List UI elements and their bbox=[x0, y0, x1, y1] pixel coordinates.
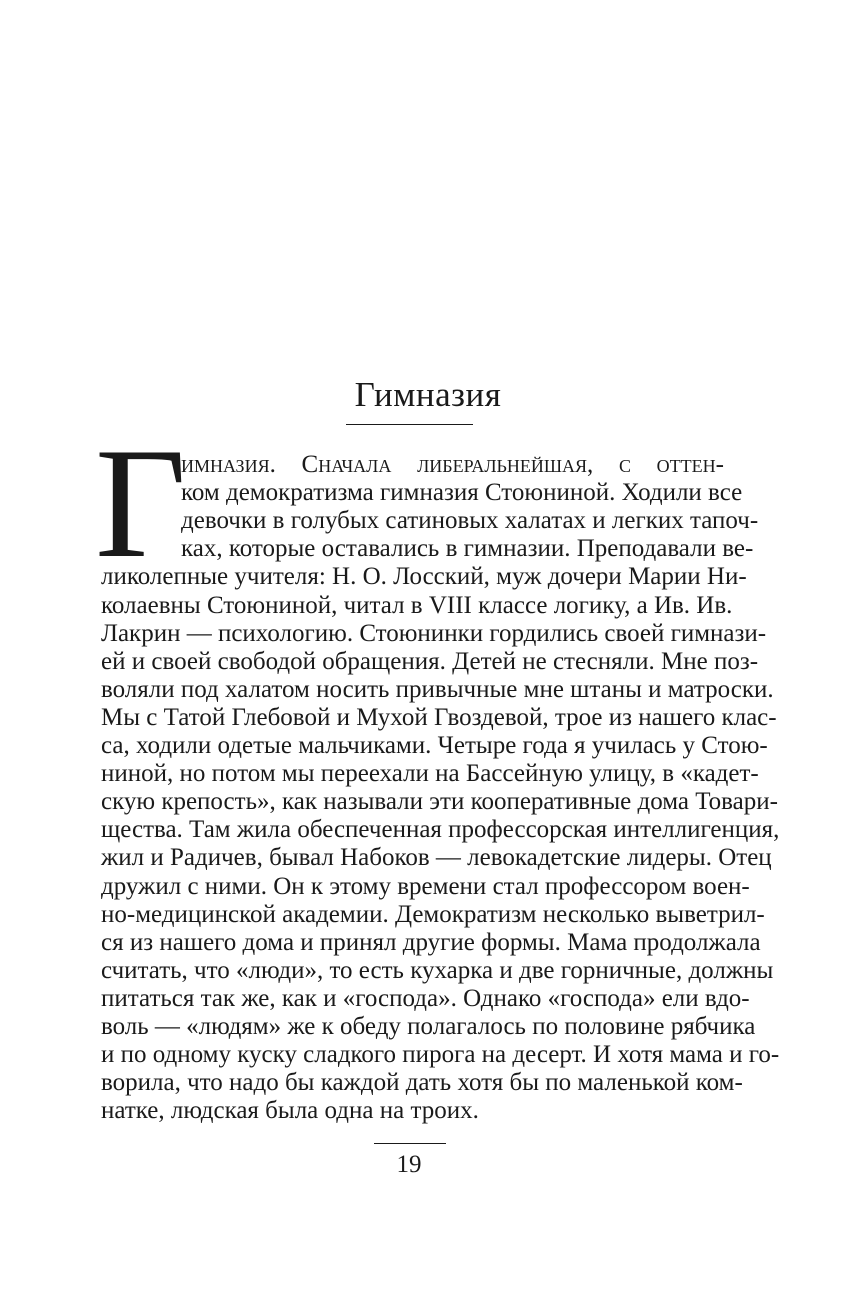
text-line-17: но-медицинской академии. Демократизм несколько выветрил- bbox=[101, 900, 765, 928]
text-line-21: воль — «людям» же к обеду полагалось по половине рябчика bbox=[101, 1013, 756, 1040]
text-line-12: ниной, но потом мы переехали на Бассейную улицу, в «кадет- bbox=[101, 760, 759, 788]
text-line-3: девочки в голубых сатиновых халатах и легких тапоч- bbox=[181, 507, 759, 535]
text-line-5: ликолепные учителя: Н. О. Лосский, муж дочери Марии Ни- bbox=[101, 563, 747, 591]
text-line-8: ей и своей свободой обращения. Детей не стесняли. Мне поз- bbox=[101, 647, 759, 675]
text-line-11: са, ходили одетые мальчиками. Четыре года я училась у Стою- bbox=[101, 732, 768, 759]
text-line-18: ся из нашего дома и принял другие формы. Мама продолжала bbox=[101, 928, 761, 956]
text-line-2: ком демократизма гимназия Стоюниной. Ходили все bbox=[181, 479, 743, 507]
text-line-23: ворила, что надо бы каждой дать хотя бы по маленькой ком- bbox=[101, 1069, 743, 1097]
text-line-19: считать, что «люди», то есть кухарка и две горничные, должны bbox=[101, 956, 774, 984]
drop-cap: Г bbox=[95, 416, 187, 591]
text-line-22: и по одному куску сладкого пирога на десерт. И хотя мама и го- bbox=[101, 1041, 780, 1069]
text-line-1: имназия. Сначала либеральнейшая, с оттен- bbox=[181, 451, 724, 478]
text-line-13: скую крепость», как называли эти кооперативные дома Товари- bbox=[101, 788, 778, 816]
text-line-15: жил и Радичев, бывал Набоков — левокадетские лидеры. Отец bbox=[101, 844, 772, 872]
chapter-title: Гимназия bbox=[354, 375, 502, 414]
text-line-6: колаевны Стоюниной, читал в VIII классе логику, а Ив. Ив. bbox=[101, 591, 733, 619]
page-number-rule bbox=[374, 1143, 446, 1144]
text-line-20: питаться так же, как и «господа». Однако «господа» ели вдо- bbox=[101, 984, 750, 1012]
text-line-9: воляли под халатом носить привычные мне штаны и матроски. bbox=[101, 675, 774, 703]
text-line-10: Мы с Татой Глебовой и Мухой Гвоздевой, трое из нашего клас- bbox=[101, 703, 777, 731]
title-underline bbox=[346, 424, 473, 425]
text-line-7: Лакрин — психологию. Стоюнинки гордились своей гимнази- bbox=[101, 619, 767, 647]
page-number: 19 bbox=[396, 1151, 422, 1178]
text-line-14: щества. Там жила обеспеченная профессорская интеллигенция, bbox=[101, 816, 780, 844]
text-line-4: ках, которые оставались в гимназии. Преподавали ве- bbox=[181, 535, 754, 563]
text-line-24: натке, людская была одна на троих. bbox=[101, 1097, 479, 1125]
text-line-16: дружил с ними. Он к этому времени стал профессором воен- bbox=[101, 872, 750, 900]
